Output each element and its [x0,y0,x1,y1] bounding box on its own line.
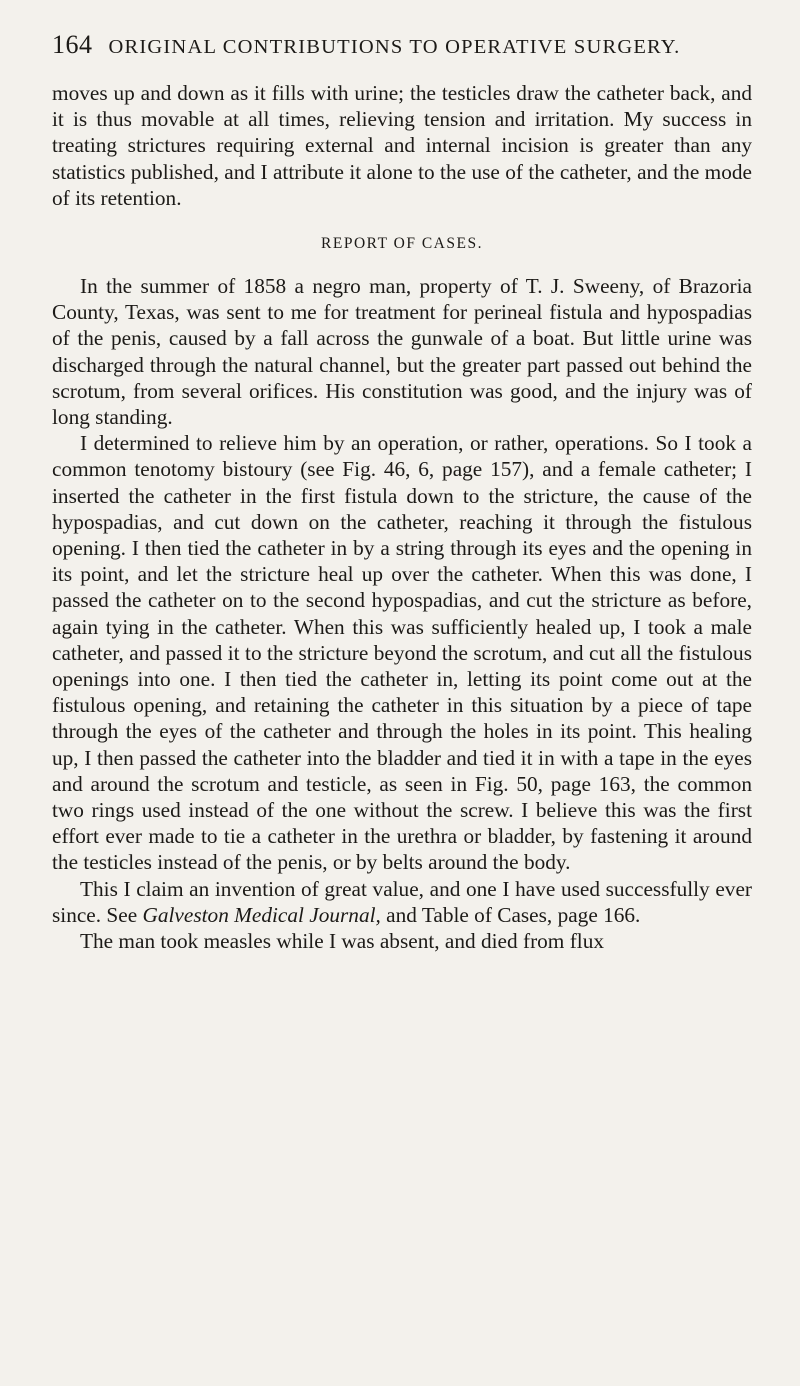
running-head-title: ORIGINAL CONTRIBUTIONS TO OPERATIVE SURGERY. [108,36,681,58]
case-paragraph: I determined to relieve him by an operation, or rather, operations. So I took a common tenotomy bistoury (see Fig. 46, 6, page 157), and a female catheter; I inserted the catheter in the first fistula down to the stricture, the cause of the hypospadias, and cut down on the catheter, reaching it through the fistulous opening. I then tied the catheter in by a string through its eyes and the opening in its point, and let the stricture heal up over the catheter. When this was done, I passed the catheter on to the second hypospadias, and cut the stricture as before, again tying in the catheter. When this was sufficiently healed up, I took a male catheter, and passed it to the stricture beyond the scrotum, and cut all the fistulous openings into one. I then tied the catheter in, letting its point come out at the fistulous opening, and retaining the catheter in this situation by a piece of tape through the eyes of the catheter and through the holes in its point. This healing up, I then passed the catheter into the bladder and tied it in with a tape in the eyes and around the scrotum and testicle, as seen in Fig. 50, page 163, the common two rings used instead of the one without the screw. I believe this was the first effort ever made to tie a catheter in the urethra or bladder, by fastening it around the testicles instead of the penis, or by belts around the body. [52,431,752,875]
claim-paragraph [52,876,752,928]
running-head [52,30,752,60]
body-paragraph-continued: moves up and down as it fills with urine; the testicles draw the catheter back, and it is thus movable at all times, relieving tension and irritation. My success in treating strictures requiring external and internal incision is greater than any statistics published, and I attribute it alone to the use of the catheter, and the mode of its retention. [52,81,752,210]
last-paragraph: The man took measles while I was absent, and died from flux [80,929,604,954]
claim-text: This I claim an invention of great value, and one I have used successfully ever since. See [52,876,752,927]
case-paragraph: In the summer of 1858 a negro man, property of T. J. Sweeny, of Brazoria County, Texas, was sent to me for treatment for perineal fistula and hypospadias of the penis, caused by a fall across the gunwale of a boat. But little urine was discharged through the natural channel, but the greater part passed out behind the scrotum, from several orifices. His constitution was good, and the injury was of long standing. [52,274,752,430]
section-heading: REPORT OF CASES. [321,235,483,253]
journal-title: Galveston Medical Journal, [142,902,381,927]
claim-text-end: and Table of Cases, page 166. [380,902,641,927]
page-number: 164 [52,30,93,59]
